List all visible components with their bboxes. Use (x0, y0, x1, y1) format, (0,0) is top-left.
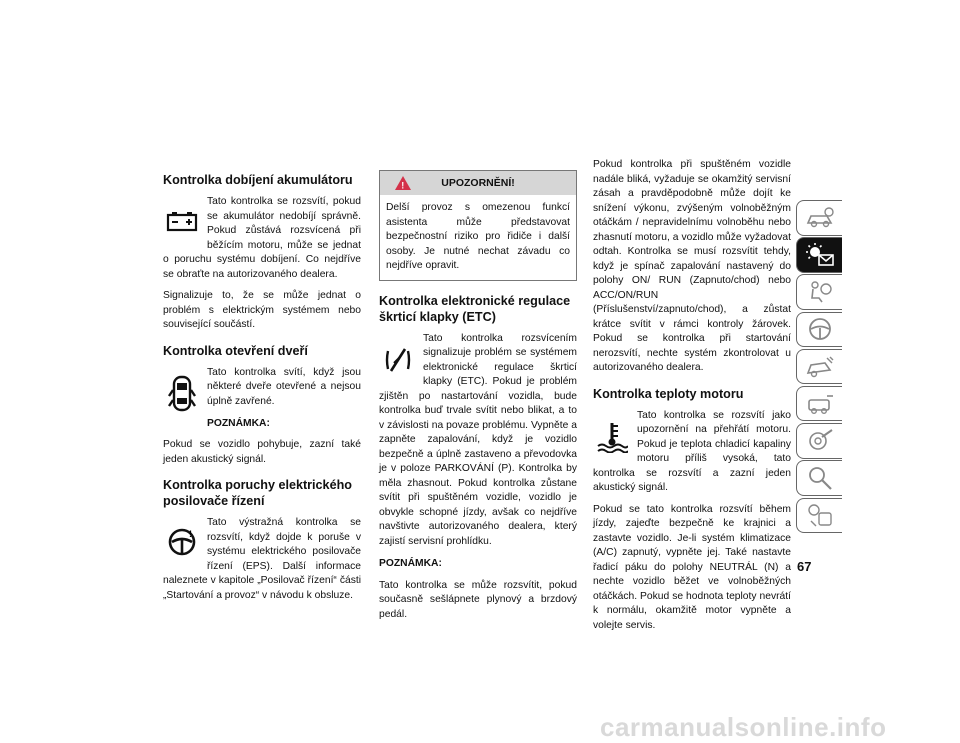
tab-emergency[interactable] (796, 349, 842, 385)
temp-text: Tato kontrolka se rozsvítí jako upozornění na přehřátí motoru. Pokud je teplota chladicí kapaliny motoru příliš vysoká, tato kontrolka se rozsvítí a zazní jeden akustický signál. (593, 409, 791, 493)
eps-steering-warning-icon (163, 522, 201, 562)
temp-text-2: Pokud se tato kontrolka rozsvítí během jízdy, zajeďte bezpečně ke krajnici a zastavte vozidlo. Je-li systém klimatizace (A/C) zapnutý, vypněte jej. Také nastavte řadicí páku do polohy NEUTRÁL (N) a nechte vozidlo běžet ve volnoběžných otáčkách. Pokud se hodnota teploty nevrátí k normálu, okamžitě motor vypněte a volejte servis. (593, 503, 791, 631)
tab-maintenance[interactable] (796, 423, 842, 459)
tab-index[interactable] (796, 460, 842, 496)
warning-lights-icon (805, 242, 835, 268)
door-text: Tato kontrolka svítí, když jsou některé dveře otevřené a nejsou úplně zavřené. (207, 366, 361, 407)
watermark: carmanualsonline.info (600, 712, 887, 742)
tab-safety[interactable] (796, 274, 842, 310)
battery-text: Tato kontrolka se rozsvítí, pokud se akumulátor nedobíjí správně. Pokud zůstává rozsvícená při běžícím motoru, může se jednat o poruchu systému dobíjení. Co nejdříve se obraťte na autorizovaného dealera. (163, 196, 361, 280)
steering-wheel-icon (807, 316, 833, 342)
door-open-icon (163, 372, 201, 416)
tab-service[interactable] (796, 386, 842, 422)
battery-heading: Kontrolka dobíjení akumulátoru (163, 173, 353, 187)
tab-warning-lights[interactable] (796, 237, 842, 273)
column-3 (593, 158, 791, 640)
multimedia-icon (806, 502, 834, 528)
page-number: 67 (797, 559, 812, 574)
warning-header (380, 171, 576, 195)
tab-car-info[interactable] (796, 200, 842, 236)
warning-title: UPOZORNĚNÍ! (441, 176, 515, 189)
magnifier-icon (807, 465, 833, 491)
car-service-icon (805, 392, 835, 416)
airbag-seat-icon (805, 280, 835, 304)
etc-continued-text: Pokud kontrolka při spuštěném vozidle nadále bliká, vyžaduje se okamžitý servisní zásah a pravděpodobně může dojít ke snížení výkonu, zvýšeným volnoběžným otáčkám / nepravidelnímu volnoběhu nebo zhasnutí motoru, a vozidlo může vyžadovat odtah. Kontrolka se musí rozsvítit tehdy, když je spínač zapalování nastavený do polohy ON/ RUN (Zapnuto/chod) nebo ACC/ON/RUN (Příslušenství/zapnuto/chod), a zůstat krátce svítit v rámci kontroly žárovek. Pokud se kontrolka při startování nerozsvítí, nechte systém zkontrolovat u autorizovaného dealera. (593, 159, 791, 373)
warning-text: Delší provoz s omezenou funkcí asistenta může představovat bezpečnostní riziko pro řidiče i další osoby. Je nutné nechat závadu co nejdříve opravit. (386, 202, 570, 271)
chapter-tabs (796, 200, 842, 535)
battery-text-2: Signalizuje to, že se může jednat o problém s elektrickým systémem nebo související součástí. (163, 290, 361, 330)
car-info-icon (805, 207, 835, 229)
wrench-icon (806, 428, 834, 454)
car-crash-icon (805, 355, 835, 379)
eps-text: Tato výstražná kontrolka se rozsvítí, když dojde k poruše v systému elektrického posilovače řízení (EPS). Další informace naleznete v kapitole „Posilovač řízení“ části „Startování a provoz“ v návodu k obsluze. (163, 517, 361, 601)
tab-driving[interactable] (796, 312, 842, 348)
temp-heading: Kontrolka teploty motoru (593, 386, 744, 401)
eps-heading: Kontrolka poruchy elektrického posilovače řízení (163, 478, 352, 508)
coolant-temperature-icon (593, 415, 631, 459)
warning-triangle-icon (394, 175, 412, 196)
etc-heading: Kontrolka elektronické regulace škrticí klapky (ETC) (379, 293, 571, 324)
etc-note-text: Tato kontrolka se může rozsvítit, pokud současně sešlápnete plynový a brzdový pedál. (379, 579, 577, 620)
door-note-text: Pokud se vozidlo pohybuje, zazní také jeden akustický signál. (163, 439, 361, 465)
column-1 (163, 172, 361, 610)
column-2 (379, 170, 577, 629)
tab-multimedia[interactable] (796, 498, 842, 534)
battery-icon (163, 201, 201, 241)
svg-text:!: ! (189, 529, 192, 539)
etc-note-heading: POZNÁMKA: (379, 558, 442, 569)
warning-box (379, 170, 577, 281)
door-note-heading: POZNÁMKA: (207, 417, 270, 429)
door-heading: Kontrolka otevření dveří (163, 343, 308, 358)
etc-text: Tato kontrolka rozsvícením signalizuje problém se systémem elektronické regulace škrticí klapky (ETC). Pokud je problém zjištěn po nastartování vozidla, bude kontrolka buď trvale svítit nebo blikat, a to v závislosti na povaze problému. Vypněte a zapněte zapalování, když je vozidlo bezpečně a úplně zastaveno a převodovka je v poloze PARKOVÁNÍ (P). Kontrolka by měla zhasnout. Pokud kontrolka zůstane svítit při spuštěném vozidle, vozidlo je obvykle schopné jízdy, avšak co nejdříve navštivte autorizovaného dealera, který zajistí servisní prohlídku. (379, 332, 577, 547)
svg-text:!: ! (401, 180, 405, 191)
etc-throttle-icon (379, 338, 417, 382)
